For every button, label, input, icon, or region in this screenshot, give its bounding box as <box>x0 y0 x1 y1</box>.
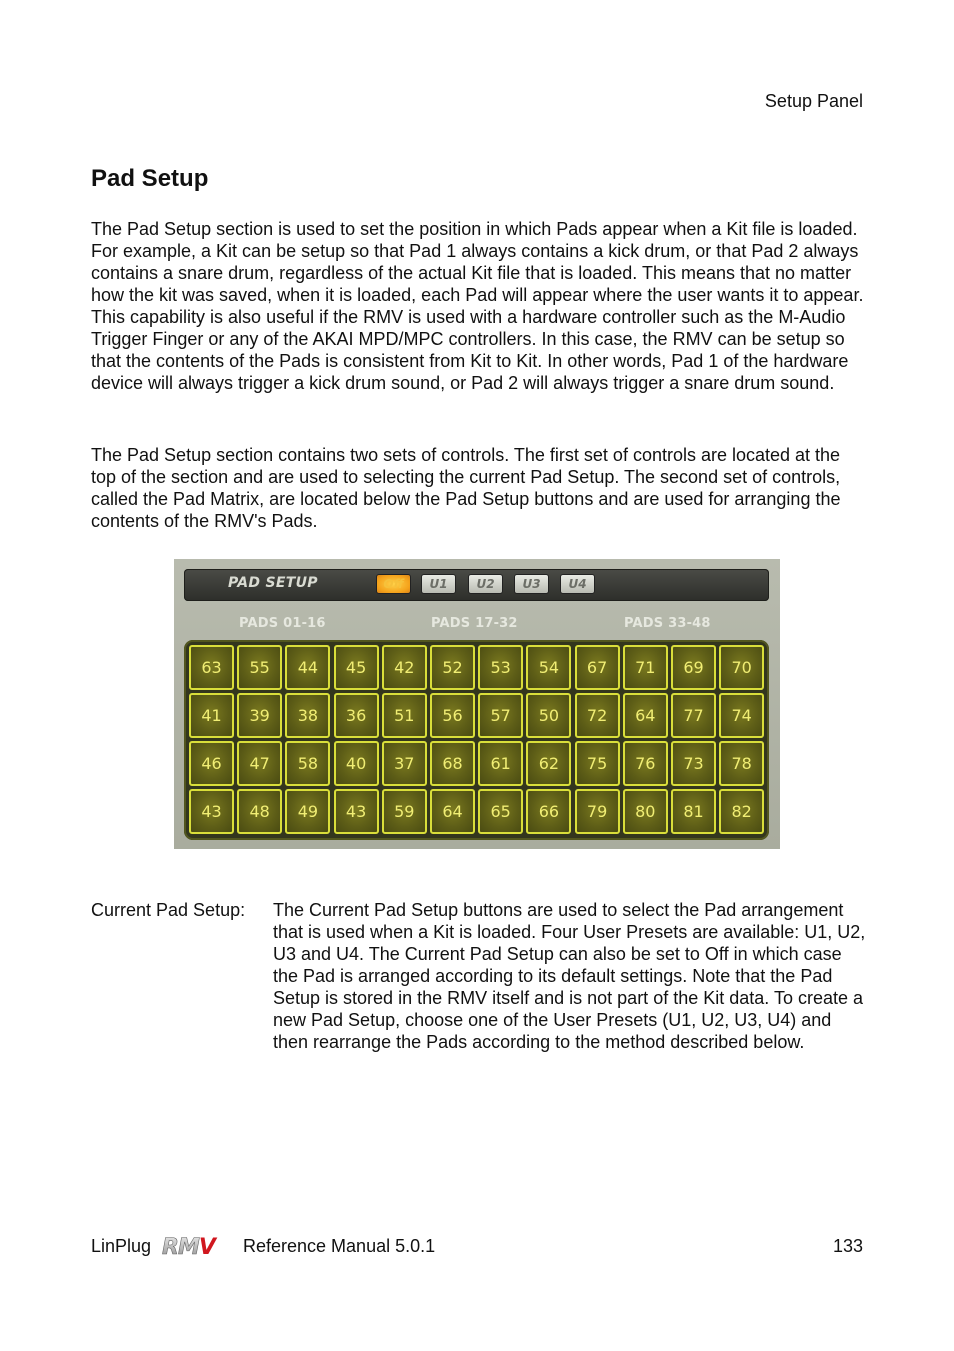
pad-cell[interactable]: 48 <box>237 789 282 834</box>
pad-cell[interactable]: 41 <box>189 693 234 738</box>
pad-setup-bar <box>184 569 769 601</box>
pad-matrix <box>184 640 769 840</box>
pad-cell[interactable]: 64 <box>623 693 668 738</box>
pad-cell[interactable]: 73 <box>671 741 716 786</box>
pad-cell[interactable]: 38 <box>285 693 330 738</box>
setup-u1-button[interactable]: U1 <box>421 574 456 594</box>
pad-cell[interactable]: 79 <box>575 789 620 834</box>
controls-paragraph: The Pad Setup section contains two sets of controls. The first set of controls are located at the top of the section and are used to selecting the current Pad Setup. The second set of controls, called the Pad Matrix, are located below the Pad Setup buttons and are used for arranging the contents of the RMV's Pads. <box>91 445 841 531</box>
pad-cell[interactable]: 47 <box>237 741 282 786</box>
intro-paragraph: The Pad Setup section is used to set the position in which Pads appear when a Kit file is loaded. For example, a Kit can be setup so that Pad 1 always contains a kick drum, or that Pad 2 always contains a snare drum, regardless of the actual Kit file that is loaded. This means that no matter how the kit was saved, when it is loaded, each Pad will appear where the user wants it to appear. This capability is also useful if the RMV is used with a hardware controller such as the M-Audio Trigger Finger or any of the AKAI MPD/MPC controllers. In this case, the RMV can be setup so that the contents of the Pads is consistent from Kit to Kit. In other words, Pad 1 of the hardware device will always trigger a kick drum sound, or Pad 2 will always trigger a snare drum sound. <box>91 219 864 393</box>
pad-cell[interactable]: 71 <box>623 645 668 690</box>
pad-cell[interactable]: 82 <box>719 789 764 834</box>
pad-cell[interactable]: 80 <box>623 789 668 834</box>
pads-group-label-1: PADS 01-16 <box>239 616 326 631</box>
pad-cell[interactable]: 58 <box>285 741 330 786</box>
pad-cell[interactable]: 69 <box>671 645 716 690</box>
pad-cell[interactable]: 52 <box>430 645 475 690</box>
pad-cell[interactable]: 70 <box>719 645 764 690</box>
rmv-logo <box>161 1233 239 1259</box>
pad-cell[interactable]: 61 <box>478 741 523 786</box>
page-number: 133 <box>832 1236 863 1256</box>
pad-setup-panel <box>174 559 780 849</box>
pad-cell[interactable]: 36 <box>334 693 379 738</box>
pad-cell[interactable]: 43 <box>334 789 379 834</box>
pad-cell[interactable]: 78 <box>719 741 764 786</box>
setup-off-button[interactable]: Off <box>376 574 411 594</box>
pad-cell[interactable]: 49 <box>285 789 330 834</box>
pad-cell[interactable]: 46 <box>189 741 234 786</box>
pad-cell[interactable]: 74 <box>719 693 764 738</box>
setup-u3-button[interactable]: U3 <box>514 574 549 594</box>
pads-group-label-2: PADS 17-32 <box>431 616 518 631</box>
pad-setup-title: PAD SETUP <box>228 575 318 591</box>
setup-u2-button[interactable]: U2 <box>468 574 503 594</box>
pad-cell[interactable]: 56 <box>430 693 475 738</box>
definition-term: Current Pad Setup: <box>91 900 246 920</box>
definition-description: The Current Pad Setup buttons are used to select the Pad arrangement that is used when a Kit is loaded. Four User Presets are available: U1, U2, U3 and U4. The Current Pad Setup can also be set to Off in which case the Pad is arranged according to its default settings. Note that the Pad Setup is stored in the RMV itself and is not part of the Kit data. To create a new Pad Setup, choose one of the User Presets (U1, U2, U3, U4) and then rearrange the Pads according to the method described below. <box>273 900 866 1052</box>
pad-cell[interactable]: 81 <box>671 789 716 834</box>
pad-cell[interactable]: 44 <box>285 645 330 690</box>
pad-cell[interactable]: 50 <box>526 693 571 738</box>
pad-cell[interactable]: 76 <box>623 741 668 786</box>
pad-cell[interactable]: 65 <box>478 789 523 834</box>
pad-cell[interactable]: 54 <box>526 645 571 690</box>
pad-cell[interactable]: 66 <box>526 789 571 834</box>
pad-cell[interactable]: 67 <box>575 645 620 690</box>
footer-manual-title: Reference Manual 5.0.1 <box>243 1236 436 1256</box>
pad-cell[interactable]: 72 <box>575 693 620 738</box>
pads-group-label-3: PADS 33-48 <box>624 616 711 631</box>
pad-cell[interactable]: 37 <box>382 741 427 786</box>
pad-cell[interactable]: 63 <box>189 645 234 690</box>
pad-cell[interactable]: 40 <box>334 741 379 786</box>
pad-cell[interactable]: 59 <box>382 789 427 834</box>
svg-text:RMV: RMV <box>162 1235 215 1259</box>
pad-cell[interactable]: 45 <box>334 645 379 690</box>
footer-brand: LinPlug <box>91 1236 152 1256</box>
pad-cell[interactable]: 62 <box>526 741 571 786</box>
pad-cell[interactable]: 53 <box>478 645 523 690</box>
pad-cell[interactable]: 43 <box>189 789 234 834</box>
pad-cell[interactable]: 68 <box>430 741 475 786</box>
pad-cell[interactable]: 57 <box>478 693 523 738</box>
pad-cell[interactable]: 42 <box>382 645 427 690</box>
pad-cell[interactable]: 64 <box>430 789 475 834</box>
setup-u4-button[interactable]: U4 <box>560 574 595 594</box>
running-header: Setup Panel <box>764 91 863 111</box>
pad-cell[interactable]: 39 <box>237 693 282 738</box>
pad-cell[interactable]: 51 <box>382 693 427 738</box>
pad-cell[interactable]: 55 <box>237 645 282 690</box>
section-heading: Pad Setup <box>91 165 209 192</box>
pad-cell[interactable]: 75 <box>575 741 620 786</box>
page-footer <box>91 1236 863 1260</box>
pad-cell[interactable]: 77 <box>671 693 716 738</box>
